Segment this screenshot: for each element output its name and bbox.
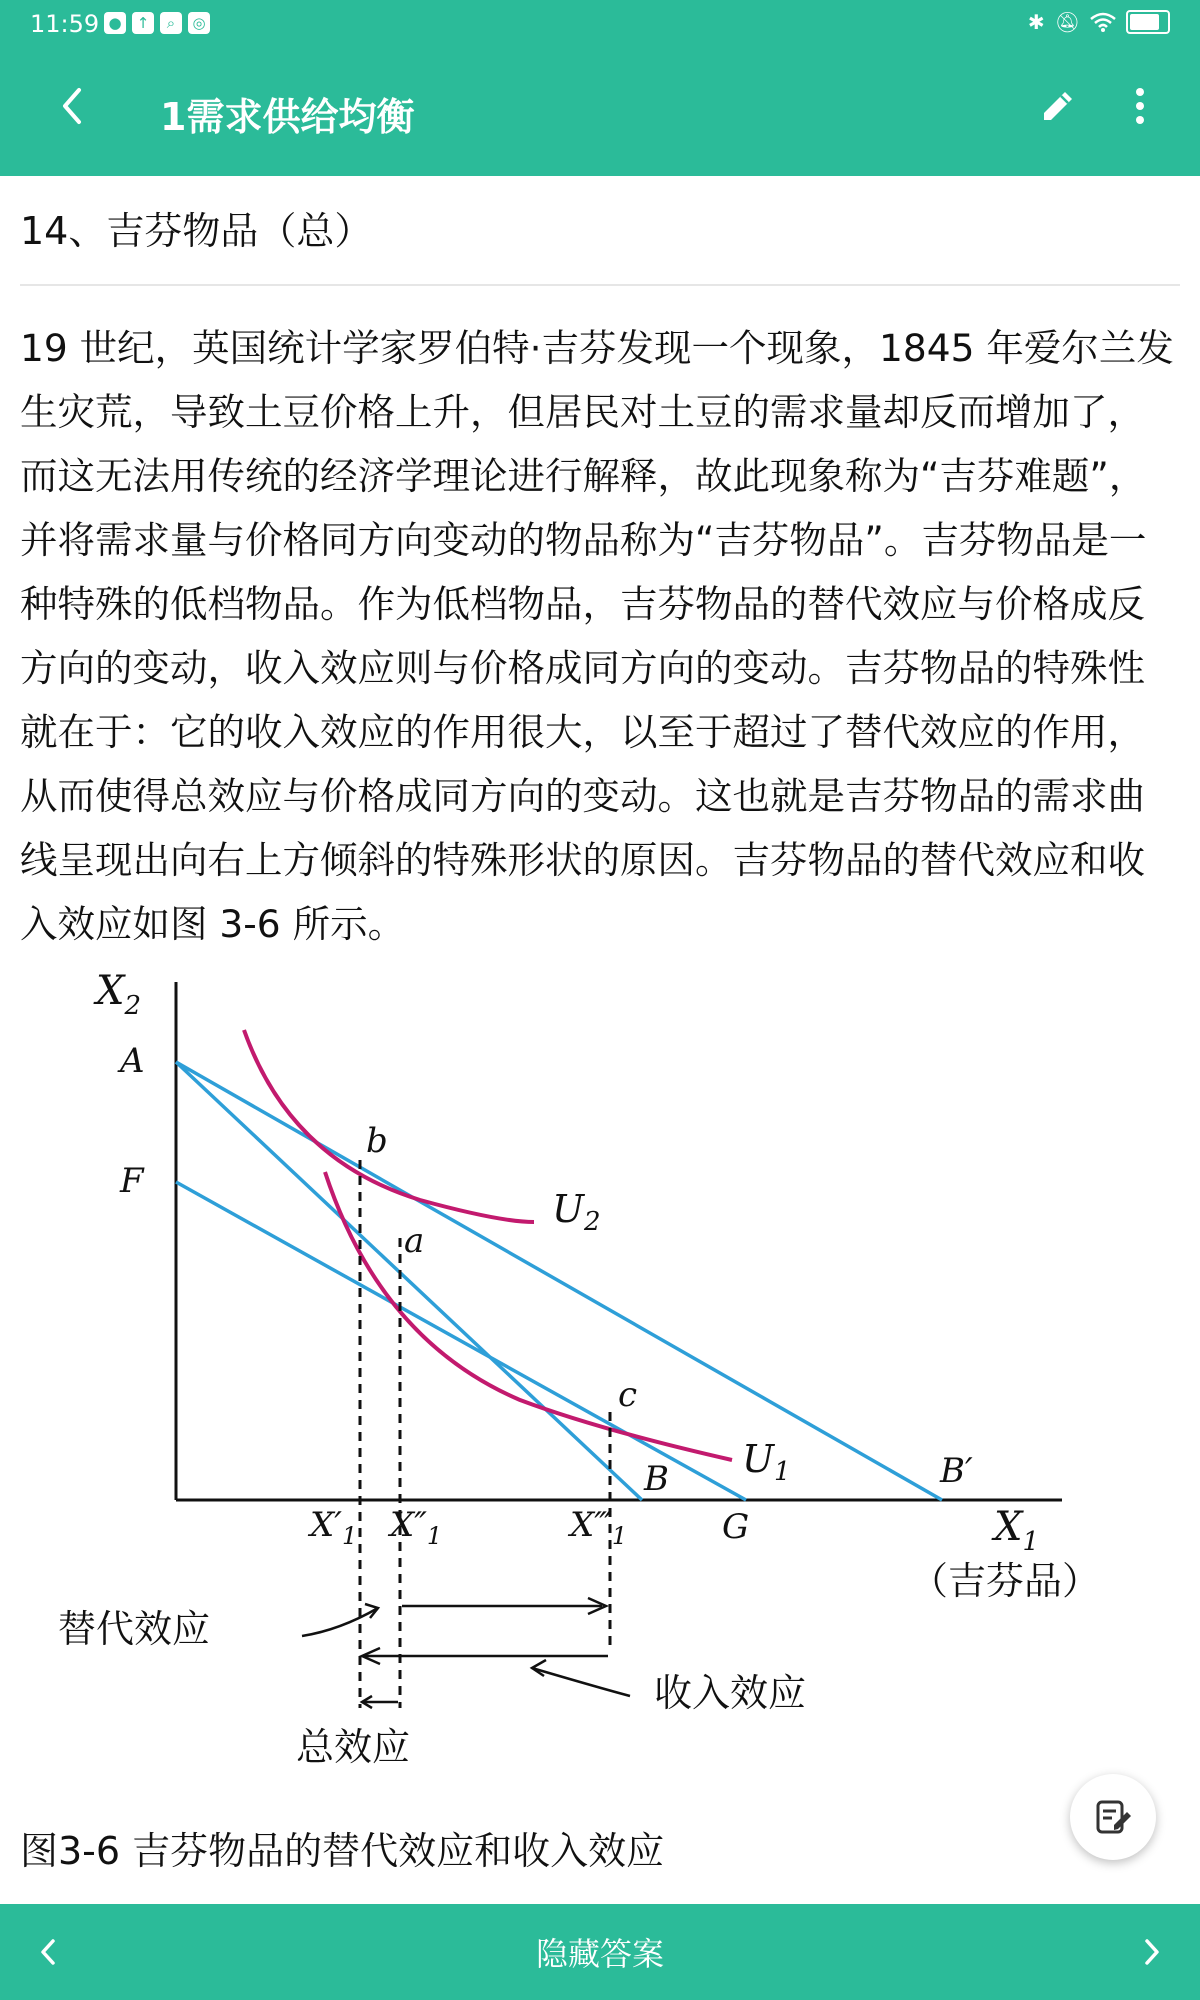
substitution-effect-label: 替代效应 bbox=[58, 1607, 211, 1651]
point-b-label: b bbox=[366, 1121, 388, 1161]
income-effect-label: 收入效应 bbox=[654, 1671, 807, 1715]
x1-triple-prime-tick: $X‴_1$ bbox=[570, 1505, 628, 1550]
point-f-label: F bbox=[120, 1161, 144, 1201]
figure-caption: 图3-6 吉芬物品的替代效应和收入效应 bbox=[20, 1829, 665, 1873]
bottom-bar bbox=[0, 1904, 1200, 2000]
app-bar bbox=[0, 48, 1200, 176]
app-icon: ◎ bbox=[188, 12, 210, 34]
wechat-icon: ● bbox=[104, 12, 126, 34]
point-a-upper-label: A bbox=[120, 1041, 145, 1081]
x1-prime-tick: $X'_1$ bbox=[310, 1505, 358, 1550]
budget-line-ab-prime bbox=[176, 1062, 942, 1500]
note-button[interactable] bbox=[1070, 1774, 1156, 1860]
x1-double-prime-tick: $X''_1$ bbox=[390, 1505, 443, 1550]
hide-answer-button[interactable]: 隐藏答案 bbox=[535, 1935, 664, 1973]
upload-icon: ↑ bbox=[132, 12, 154, 34]
divider bbox=[20, 284, 1180, 286]
pencil-icon bbox=[1038, 86, 1078, 126]
chevron-right-icon bbox=[1142, 1938, 1162, 1966]
status-bar bbox=[0, 0, 1200, 48]
x-axis-note: （吉芬品） bbox=[910, 1559, 1101, 1603]
pointer-income-head bbox=[532, 1660, 546, 1676]
status-system-icons bbox=[1028, 10, 1170, 34]
y-axis-label: $X_2$ bbox=[96, 968, 142, 1021]
next-button[interactable] bbox=[1124, 1924, 1180, 1980]
search-icon: ⌕ bbox=[160, 12, 182, 34]
point-g-label: G bbox=[722, 1507, 750, 1547]
u2-label: $U_2$ bbox=[552, 1187, 601, 1237]
edit-button[interactable] bbox=[1030, 78, 1086, 134]
mute-icon: 🔕︎ bbox=[1054, 10, 1080, 34]
pointer-income bbox=[532, 1668, 630, 1696]
total-effect-label: 总效应 bbox=[296, 1725, 411, 1769]
answer-text: 19 世纪，英国统计学家罗伯特·吉芬发现一个现象，1845 年爱尔兰发生灾荒，导致土豆价格上升，但居民对土豆的需求量却反而增加了，而这无法用传统的经济学理论进行解释，故此现象称为“吉芬难题”，并将需求量与价格同方向变动的物品称为“吉芬物品”。吉芬物品是一种特殊的低档物品。作为低档物品，吉芬物品的替代效应与价格成反方向的变动，收入效应则与价格成同方向的变动。吉芬物品的特殊性就在于：它的收入效应的作用很大，以至于超过了替代效应的作用，从而使得总效应与价格成同方向的变动。这也就是吉芬物品的需求曲线呈现出向右上方倾斜的特殊形状的原因。吉芬物品的替代效应和收入效应如图 3-6 所示。 bbox=[20, 326, 1174, 946]
back-button[interactable] bbox=[44, 78, 100, 134]
more-options-button[interactable] bbox=[1112, 78, 1168, 134]
note-edit-icon bbox=[1092, 1796, 1134, 1838]
x-axis-label: $X_1$ bbox=[994, 1504, 1040, 1557]
chevron-left-icon bbox=[38, 1938, 58, 1966]
battery-level bbox=[1130, 14, 1159, 30]
u1-label: $U_1$ bbox=[742, 1437, 791, 1487]
more-vertical-icon bbox=[1134, 86, 1146, 126]
status-notification-icons bbox=[104, 12, 210, 34]
question-title: 14、吉芬物品（总） bbox=[20, 209, 373, 253]
pointer-substitution bbox=[302, 1608, 378, 1636]
point-a-label: a bbox=[404, 1221, 425, 1261]
axes bbox=[176, 982, 1062, 1500]
battery-icon bbox=[1126, 10, 1170, 34]
page-title: 1需求供给均衡 bbox=[160, 95, 415, 139]
point-b-axis-label: B bbox=[644, 1459, 669, 1499]
indifference-curve-u1 bbox=[325, 1172, 732, 1460]
budget-line-ab bbox=[176, 1062, 642, 1500]
giffen-effect-figure bbox=[40, 960, 1180, 1790]
wifi-icon bbox=[1090, 12, 1116, 32]
status-time: 11:59 bbox=[30, 10, 100, 38]
bluetooth-icon: ✱ bbox=[1027, 10, 1045, 34]
point-c-label: c bbox=[618, 1375, 638, 1415]
chevron-left-icon bbox=[57, 86, 87, 126]
point-b-prime-label: B′ bbox=[940, 1451, 973, 1491]
previous-button[interactable] bbox=[20, 1924, 76, 1980]
